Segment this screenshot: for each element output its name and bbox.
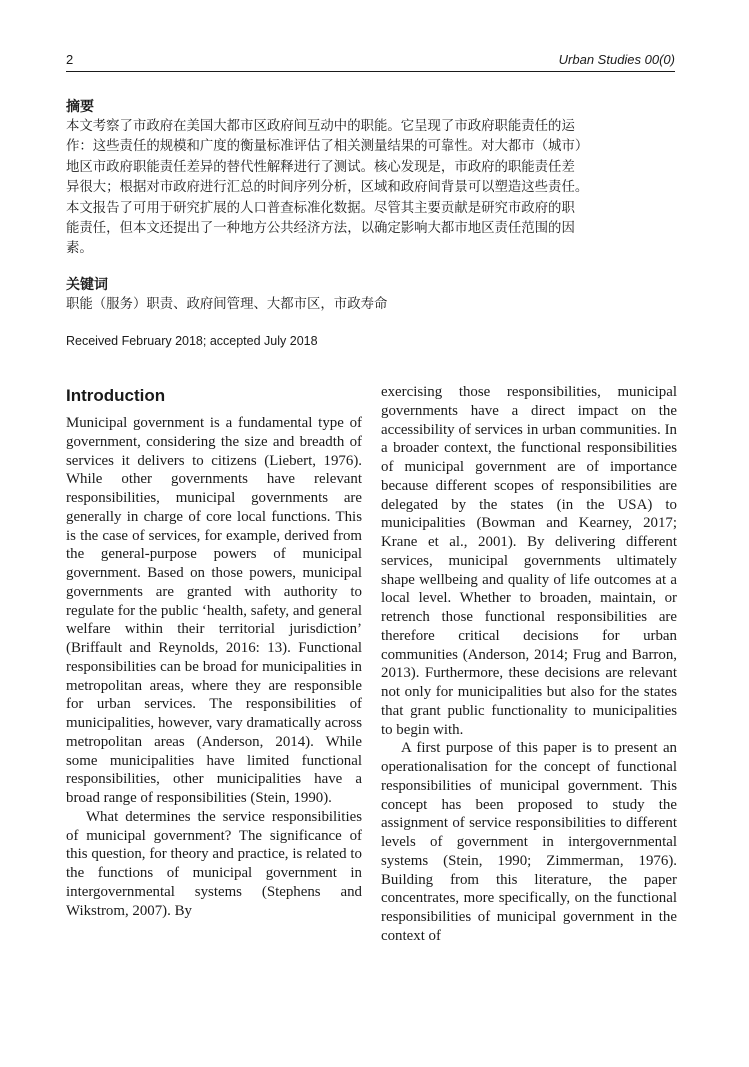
paragraph: A first purpose of this paper is to present an operationalisation for the concept of functional responsibilities of municipal government. This concept has been proposed to study the assignment of service responsibilities to different levels of government in intergovernmental systems (Stein, 1990; Zimmerman, 1976). Building from this literature, the paper concentrates, more specifically, on the functional responsibilities of municipal government in the context of <box>381 740 677 944</box>
abstract-line: 地区市政府职能责任差异的替代性解释进行了测试。核心发现是，市政府的职能责任差 <box>66 159 575 175</box>
right-column <box>381 383 677 946</box>
chinese-abstract <box>66 97 678 315</box>
journal-name: Urban Studies 00(0) <box>558 52 675 67</box>
abstract-line: 本文报告了可用于研究扩展的人口普查标准化数据。尽管其主要贡献是研究市政府的职 <box>66 200 575 216</box>
left-column <box>66 383 362 920</box>
paragraph: Municipal government is a fundamental type of government, considering the size and breadth of services it delivers to citizens (Liebert, 1976). While other governments have relevant responsibilities, municipal governments are generally in charge of core local functions. This is the case of services, for example, derived from the general-purpose powers of municipal government. Based on those powers, municipal governments are granted with authority to regulate for the public ‘health, safety, and general welfare within their territorial jurisdiction’ (Briffault and Reynolds, 2016: 13). Functional responsibilities can be broad for municipalities in metropolitan areas, where they are responsible for urban services. The responsibilities of municipalities, however, vary dramatically across metropolitan areas (Anderson, 2014). While some municipalities have limited functional responsibilities, other municipalities have a broad range of responsibilities (Stein, 1990). <box>66 415 362 806</box>
paragraph: What determines the service responsibilities of municipal government? The significance of this question, for theory and practice, is related to the functions of municipal government in intergovernmental systems (Stephens and Wikstrom, 2007). By <box>66 808 362 919</box>
keywords-heading: 关键词 <box>66 276 108 293</box>
abstract-line: 本文考察了市政府在美国大都市区政府间互动中的职能。它呈现了市政府职能责任的运 <box>66 119 575 134</box>
keywords-text: 职能（服务）职责、政府间管理、大都市区，市政寿命 <box>66 296 388 312</box>
abstract-line: 素。 <box>66 241 93 257</box>
abstract-body <box>66 117 678 260</box>
abstract-heading: 摘要 <box>66 99 94 115</box>
abstract-line: 能责任，但本文还提出了一种地方公共经济方法，以确定影响大都市地区责任范围的因 <box>66 221 575 237</box>
section-heading: Introduction <box>66 386 166 405</box>
paragraph: exercising those responsibilities, municipal governments have a direct impact on the accessibility of services in urban communities. In a broader context, the functional responsibilities of municipal government are of importance because different scopes of responsibilities are delegated by the states (in the USA) to municipalities (Bowman and Kearney, 2017; Krane et al., 2001). By delivering different services, municipal governments ultimately shape wellbeing and quality of life outcomes at a local level. Whether to broaden, maintain, or retrench those functional responsibilities are therefore critical decisions for urban communities (Anderson, 2014; Frug and Barron, 2013). Furthermore, these decisions are relevant not only for municipalities but also for the states that grant public functionality to municipalities to begin with. <box>381 384 677 738</box>
abstract-line: 异很大；根据对市政府进行汇总的时间序列分析，区域和政府间背景可以塑造这些责任。 <box>66 180 589 196</box>
page-number: 2 <box>66 52 74 67</box>
received-dates: Received February 2018; accepted July 2018 <box>66 334 318 348</box>
abstract-line: 作：这些责任的规模和广度的衡量标准评估了相关测量结果的可靠性。对大都市（城市） <box>66 139 589 155</box>
header-rule <box>66 71 675 72</box>
running-header <box>66 52 675 70</box>
